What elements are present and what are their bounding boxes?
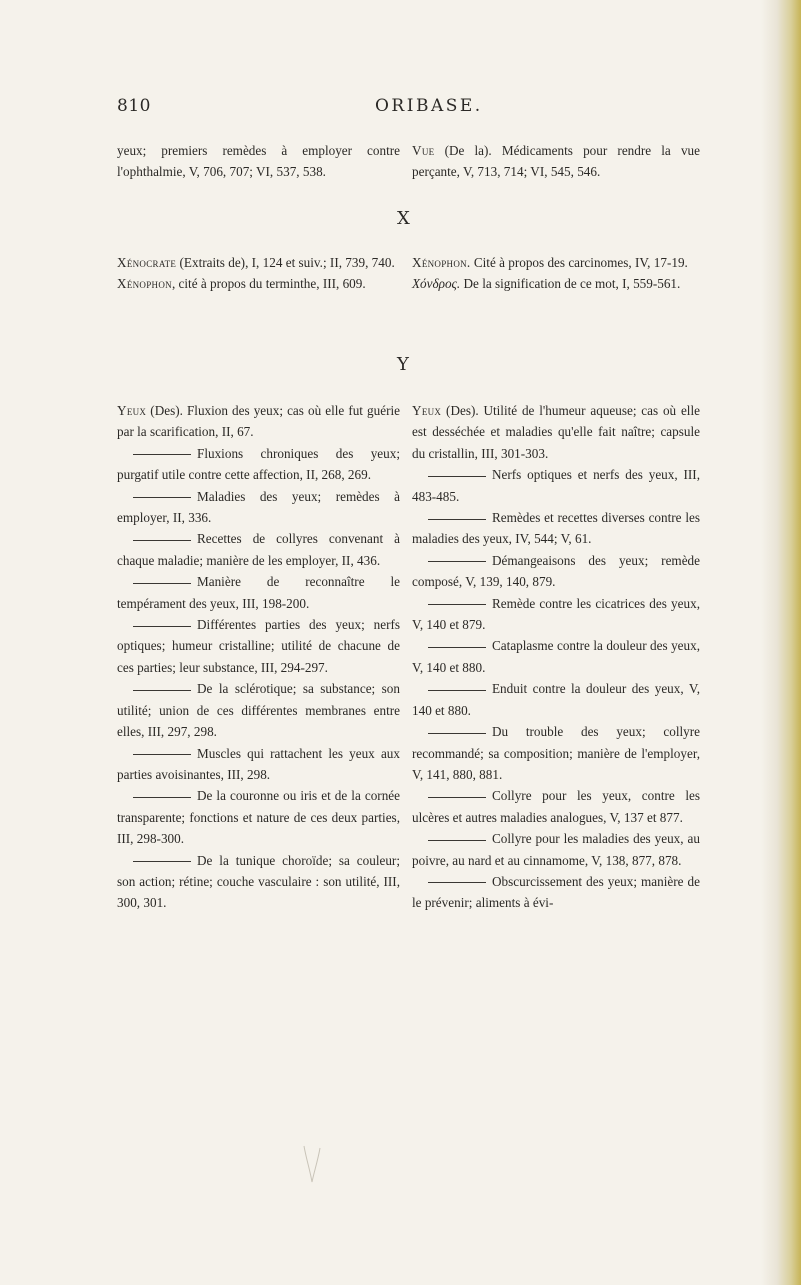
dash-rule [428,647,486,648]
running-head: ORIBASE. [375,96,483,116]
subentry: Différentes parties des yeux; nerfs optiques; humeur cristalline; utilité de chacune de ces parties; leur substance, III, 294-297. [117,617,400,675]
yeux-right-column [412,400,700,914]
subentry: Nerfs optiques et nerfs des yeux, III, 483-485. [412,467,700,504]
entry-xondros: Xόνδρος. De la signification de ce mot, I, 559-561. [412,276,681,292]
dash-rule [133,754,191,755]
section-letter-x: X [397,208,410,229]
dash-rule [133,497,191,498]
subentry: De la tunique choroïde; sa couleur; son action; rétine; couche vasculaire : son utilité, III, 300, 301. [117,852,400,911]
dash-rule [133,583,191,584]
subentry: Maladies des yeux; remèdes à employer, II, 336. [117,488,400,526]
dash-rule [133,690,191,691]
entry-head: Xénophon [117,276,172,292]
subentry: De la sclérotique; sa substance; son utilité; union de ces différentes membranes entre elles, III, 297, 298. [117,681,400,740]
section-letter-y: Y [397,354,409,375]
entry-head: Yeux [117,403,147,418]
dash-rule [133,540,191,541]
subentry: Cataplasme contre la douleur des yeux, V, 140 et 880. [412,638,700,675]
dash-rule [133,454,191,455]
dash-rule [428,519,486,520]
dash-rule [133,797,191,798]
entry-head: Xénocrate [117,255,177,270]
subentry: Collyre pour les yeux, contre les ulcères et autres maladies analogues, V, 137 et 877. [412,788,700,825]
entry-xenophon-terminthe: Xénophon, cité à propos du terminthe, III, 609. [117,276,366,292]
page-header [117,96,707,126]
entry-vue: Vue (De la). Médicaments pour rendre la vue perçante, V, 713, 714; VI, 545, 546. [412,143,700,180]
dash-rule [428,840,486,841]
dash-rule [133,861,191,862]
subentry: Démangeaisons des yeux; remède composé, V, 139, 140, 879. [412,552,700,590]
entry-yeux-humeur-aqueuse: Yeux (Des). Utilité de l'humeur aqueuse; cas où elle est desséchée et maladies qu'elle fait naître; capsule du cristallin, III, 301-303. [412,403,700,461]
section-x-left [117,252,400,295]
dash-rule [428,733,486,734]
subentry: Manière de reconnaître le tempérament des yeux, III, 198-200. [117,574,400,611]
subentry: Obscurcissement des yeux; manière de le prévenir; aliments à évi- [412,873,700,911]
entry-xenophon-carcinomes: Xénophon. Cité à propos des carcinomes, IV, 17-19. [412,255,688,270]
dash-rule [428,797,486,798]
dash-rule [428,604,486,605]
dash-rule [428,561,486,562]
section-x-right [412,252,700,295]
subentry: Enduit contre la douleur des yeux, V, 140 et 880. [412,681,700,718]
subentry: Muscles qui rattachent les yeux aux parties avoisinantes, III, 298. [117,745,400,782]
subentry: Remède contre les cicatrices des yeux, V, 140 et 879. [412,595,700,633]
dash-rule [428,882,486,883]
subentry: Remèdes et recettes diverses contre les maladies des yeux, IV, 544; V, 61. [412,510,700,547]
entry-head: Vue [412,143,435,158]
entry-yeux-fluxion: Yeux (Des). Fluxion des yeux; cas où elle fut guérie par la scarification, II, 67. [117,403,400,440]
entry-head: Yeux [412,403,442,418]
entry-head: Xόνδρος. [412,276,461,292]
dash-rule [428,476,486,477]
subentry: Du trouble des yeux; collyre recommandé; sa composition; manière de l'employer, V, 141, 880, 881. [412,724,700,782]
subentry: De la couronne ou iris et de la cornée transparente; fonctions et nature de ces deux parties, III, 298-300. [117,788,400,847]
entry-yeux-continuation: yeux; premiers remèdes à employer contre l'ophthalmie, V, 706, 707; VI, 537, 538. [117,143,400,180]
page-edge-shadow [761,0,801,1285]
yeux-left-column [117,400,400,914]
page-number: 810 [117,96,151,116]
pencil-mark [300,1144,322,1184]
subentry: Fluxions chroniques des yeux; purgatif utile contre cette affection, II, 268, 269. [117,445,400,483]
dash-rule [133,626,191,627]
entry-xenocrate: Xénocrate (Extraits de), I, 124 et suiv.; II, 739, 740. [117,255,395,270]
dash-rule [428,690,486,691]
subentry: Recettes de collyres convenant à chaque maladie; manière de les employer, II, 436. [117,531,400,568]
entry-head: Xénophon. [412,255,471,270]
subentry: Collyre pour les maladies des yeux, au poivre, au nard et au cinnamome, V, 138, 877, 878. [412,831,700,868]
